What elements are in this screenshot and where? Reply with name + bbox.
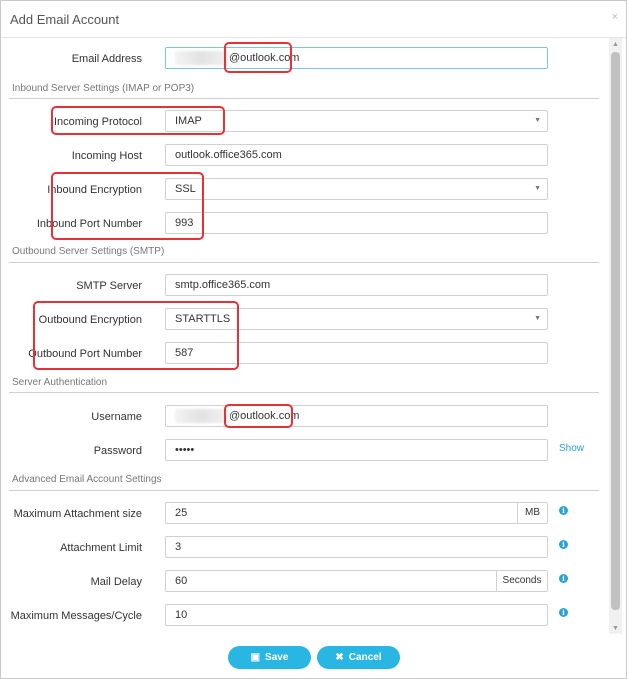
outbound-encryption-label: Outbound Encryption xyxy=(38,314,142,326)
max-attachment-size-input[interactable] xyxy=(165,502,548,524)
info-icon[interactable]: i xyxy=(559,608,568,617)
highlight-incoming-protocol xyxy=(51,106,225,135)
floppy-disk-icon: ▣ xyxy=(250,652,261,663)
inbound-port-label: Inbound Port Number xyxy=(36,218,142,230)
incoming-host-input[interactable] xyxy=(165,144,548,166)
divider xyxy=(9,98,599,99)
cancel-button[interactable] xyxy=(317,646,400,669)
mail-delay-input[interactable] xyxy=(165,570,548,592)
incoming-protocol-value: IMAP xyxy=(175,115,202,127)
section-auth: Server Authentication xyxy=(12,377,108,388)
scroll-down-icon[interactable]: ▼ xyxy=(612,625,619,632)
attachment-limit-value: 3 xyxy=(175,541,182,553)
incoming-host-value: outlook.office365.com xyxy=(175,149,282,161)
save-button[interactable] xyxy=(228,646,311,669)
scrollbar[interactable] xyxy=(609,38,622,634)
highlight-inbound-encryption-port xyxy=(51,172,204,240)
max-messages-cycle-value: 10 xyxy=(175,609,188,621)
unit-addon-seconds: Seconds xyxy=(496,570,548,592)
section-advanced: Advanced Email Account Settings xyxy=(12,474,162,485)
cancel-label: Cancel xyxy=(348,652,382,663)
x-icon: ✖ xyxy=(335,652,344,663)
outbound-port-label: Outbound Port Number xyxy=(28,348,142,360)
close-icon[interactable]: × xyxy=(611,11,618,23)
chevron-down-icon: ▼ xyxy=(534,315,541,322)
divider xyxy=(9,490,599,491)
highlight-username-domain xyxy=(224,404,293,428)
section-inbound: Inbound Server Settings (IMAP or POP3) xyxy=(12,83,195,94)
info-icon[interactable]: i xyxy=(559,506,568,515)
highlight-email-domain xyxy=(224,42,292,73)
unit-addon-mb: MB xyxy=(517,502,548,524)
username-input[interactable] xyxy=(165,405,548,427)
max-messages-cycle-input[interactable] xyxy=(165,604,548,626)
outbound-encryption-value: STARTTLS xyxy=(175,313,231,325)
inbound-encryption-value: SSL xyxy=(175,183,196,195)
scrollbar-thumb[interactable] xyxy=(611,52,620,610)
outbound-port-value: 587 xyxy=(175,347,194,359)
username-domain: @outlook.com xyxy=(229,410,300,422)
max-attachment-size-value: 25 xyxy=(175,507,188,519)
show-password-link[interactable]: Show xyxy=(559,443,585,454)
max-attachment-size-label: Maximum Attachment size xyxy=(13,508,142,520)
mail-delay-value: 60 xyxy=(175,575,188,587)
password-value: ••••• xyxy=(175,444,195,456)
redacted-text xyxy=(175,51,229,65)
email-address-label: Email Address xyxy=(71,53,142,65)
smtp-server-label: SMTP Server xyxy=(76,280,142,292)
info-icon[interactable]: i xyxy=(559,540,568,549)
inbound-encryption-select[interactable] xyxy=(165,178,548,200)
dialog-title: Add Email Account xyxy=(10,12,120,27)
incoming-host-label: Incoming Host xyxy=(71,150,142,162)
password-input[interactable] xyxy=(165,439,548,461)
section-outbound: Outbound Server Settings (SMTP) xyxy=(12,246,165,257)
max-messages-cycle-label: Maximum Messages/Cycle xyxy=(10,610,142,622)
inbound-encryption-label: Inbound Encryption xyxy=(47,184,142,196)
incoming-protocol-label: Incoming Protocol xyxy=(53,116,142,128)
email-domain: @outlook.com xyxy=(229,52,300,64)
smtp-server-input[interactable] xyxy=(165,274,548,296)
smtp-server-value: smtp.office365.com xyxy=(175,279,271,291)
highlight-outbound-encryption-port xyxy=(33,301,239,370)
email-address-input[interactable] xyxy=(165,47,548,69)
inbound-port-value: 993 xyxy=(175,217,194,229)
attachment-limit-input[interactable] xyxy=(165,536,548,558)
username-label: Username xyxy=(91,411,142,423)
chevron-down-icon: ▼ xyxy=(534,185,541,192)
divider xyxy=(9,262,599,263)
password-label: Password xyxy=(93,445,142,457)
divider xyxy=(9,392,599,393)
mail-delay-label: Mail Delay xyxy=(90,576,142,588)
chevron-down-icon: ▼ xyxy=(534,117,541,124)
info-icon[interactable]: i xyxy=(559,574,568,583)
attachment-limit-label: Attachment Limit xyxy=(60,542,142,554)
scroll-up-icon[interactable]: ▲ xyxy=(612,41,619,48)
dialog-titlebar xyxy=(1,1,626,38)
inbound-port-input[interactable] xyxy=(165,212,548,234)
redacted-text xyxy=(175,409,229,423)
save-label: Save xyxy=(265,652,289,663)
